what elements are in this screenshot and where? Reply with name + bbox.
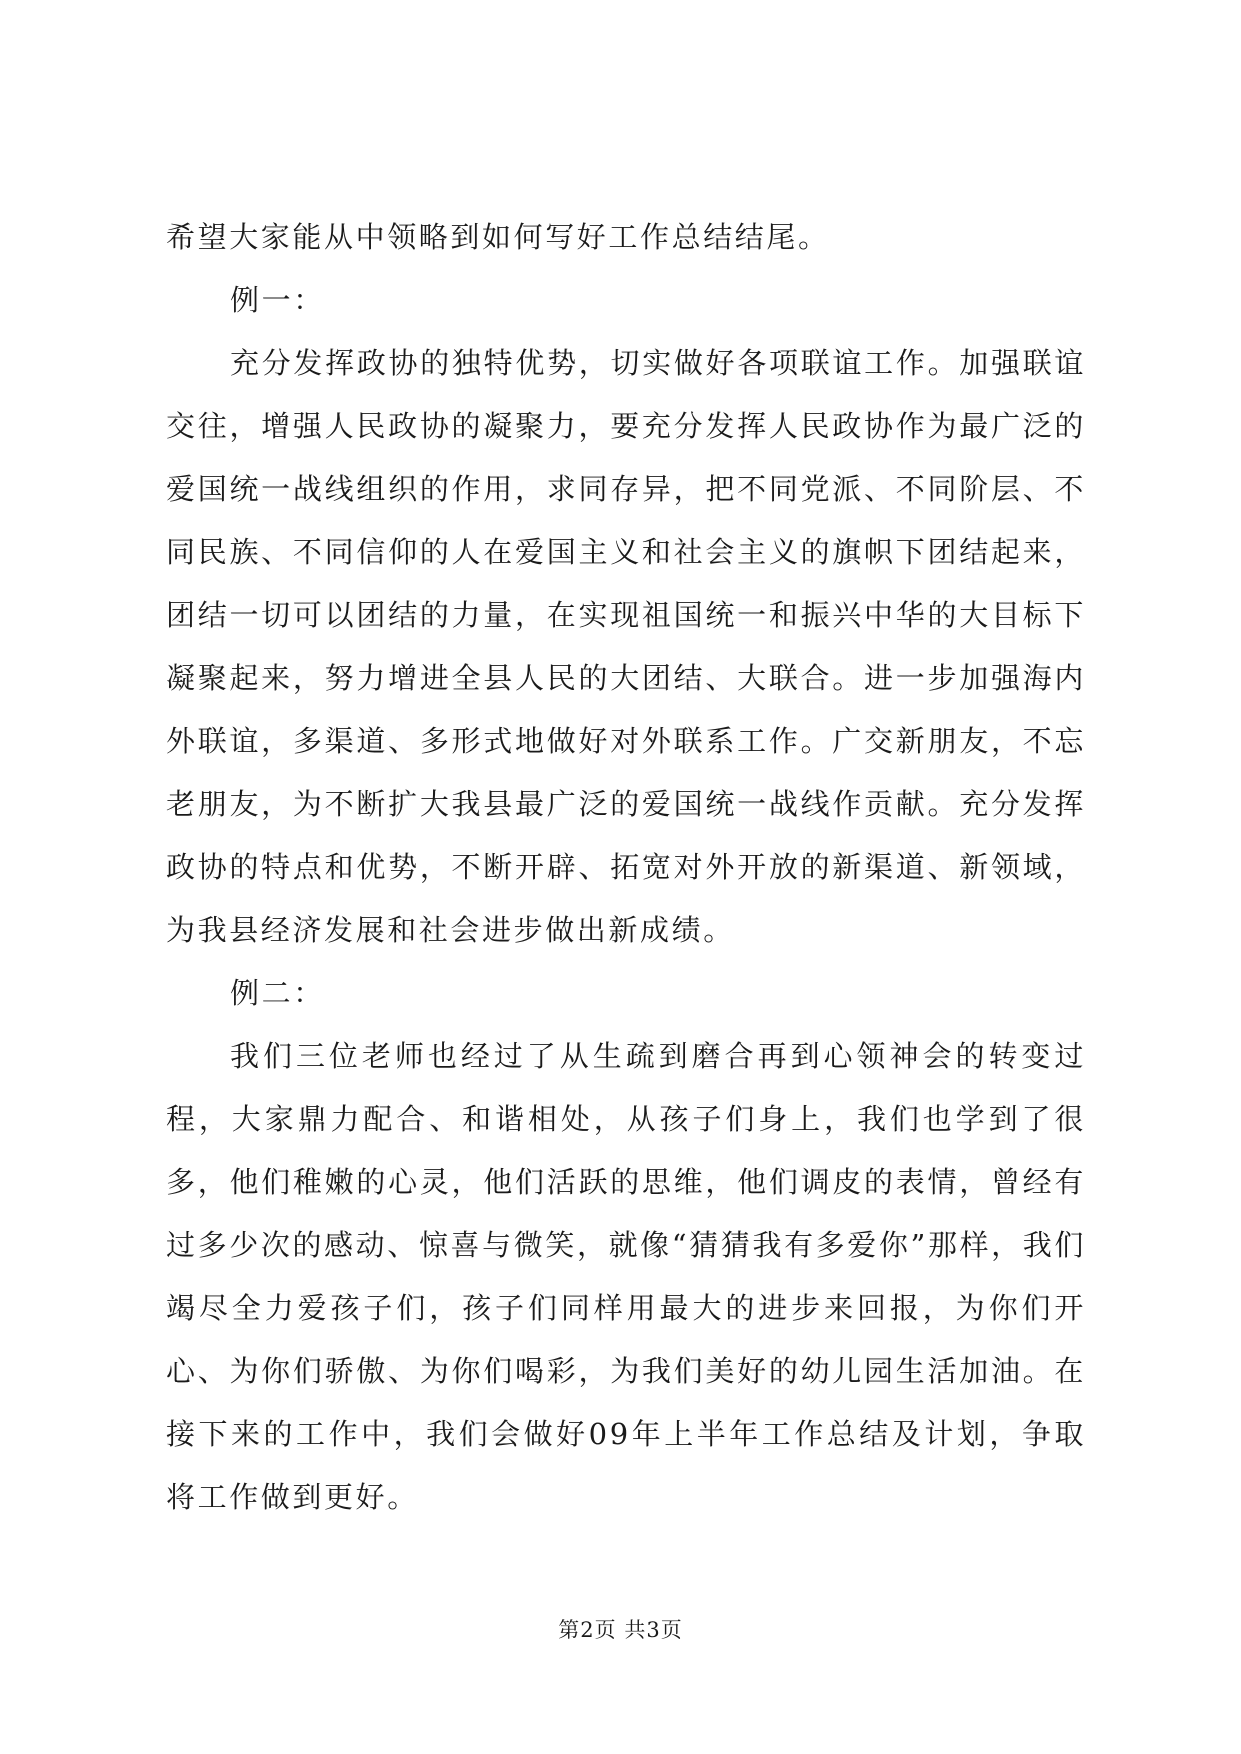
paragraph-intro: 希望大家能从中领略到如何写好工作总结结尾。 <box>166 220 830 254</box>
example-one-paragraph: 充分发挥政协的独特优势，切实做好各项联谊工作。加强联谊交往，增强人民政协的凝聚力，要充分发挥人民政协作为最广泛的爱国统一战线组织的作用，求同存异，把不同党派、不同阶层、不同民族、不同信仰的人在爱国主义和社会主义的旗帜下团结起来，团结一切可以团结的力量，在实现祖国统一和振兴中华的大目标下凝聚起来，努力增进全县人民的大团结、大联合。进一步加强海内外联谊，多渠道、多形式地做好对外联系工作。广交新朋友，不忘老朋友，为不断扩大我县最广泛的爱国统一战线作贡献。充分发挥政协的特点和优势，不断开辟、拓宽对外开放的新渠道、新领域，为我县经济发展和社会进步做出新成绩。 <box>166 346 1086 947</box>
example-two-paragraph: 我们三位老师也经过了从生疏到磨合再到心领神会的转变过程，大家鼎力配合、和谐相处，从孩子们身上，我们也学到了很多，他们稚嫩的心灵，他们活跃的思维，他们调皮的表情，曾经有过多少次的感动、惊喜与微笑，就像“猜猜我有多爱你”那样，我们竭尽全力爱孩子们，孩子们同样用最大的进步来回报，为你们开心、为你们骄傲、为你们喝彩，为我们美好的幼儿园生活加油。在接下来的工作中，我们会做好09年上半年工作总结及计划，争取将工作做到更好。 <box>166 1039 1086 1514</box>
page-number-footer: 第2页 共3页 <box>558 1618 683 1642</box>
example-one-heading: 例一： <box>230 283 325 317</box>
example-two-heading: 例二： <box>230 976 325 1010</box>
document-body <box>166 206 1086 1529</box>
